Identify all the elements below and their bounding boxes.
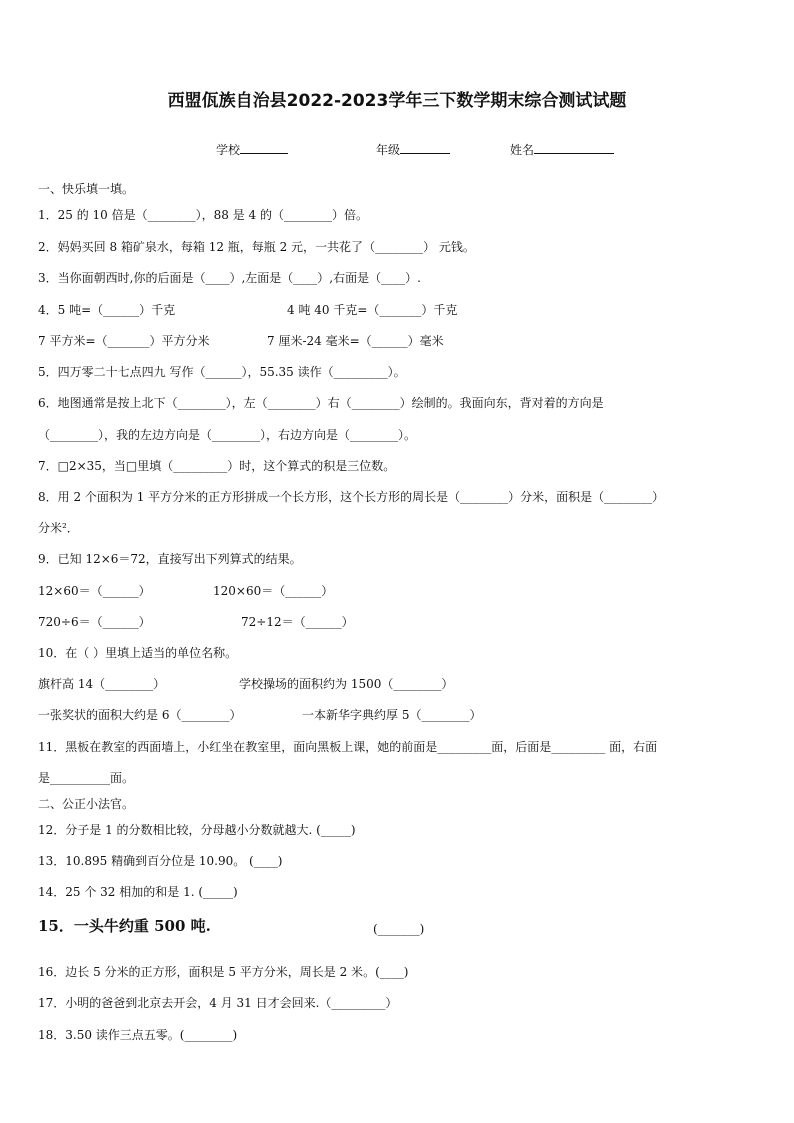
question-10: 10．在（ ）里填上适当的单位名称。 bbox=[38, 646, 238, 660]
question-4b: 4 吨 40 千克=（_______）千克 bbox=[287, 303, 458, 317]
grade-label: 年级 bbox=[376, 143, 401, 157]
question-13: 13．10.895 精确到百分位是 10.90。 (____) bbox=[38, 854, 283, 868]
question-9c: 720÷6＝（______） bbox=[38, 615, 151, 629]
question-10a: 旗杆高 14（________） bbox=[38, 677, 166, 691]
question-4a: 4．5 吨=（______）千克 bbox=[38, 303, 176, 317]
question-7: 7．□2×35，当□里填（_________）时，这个算式的积是三位数。 bbox=[38, 459, 396, 473]
page-title: 西盟佤族自治县2022-2023学年三下数学期末综合测试试题 bbox=[167, 91, 627, 111]
question-9b: 120×60＝（______） bbox=[213, 584, 334, 598]
school-field bbox=[216, 141, 288, 158]
grade-field bbox=[376, 141, 450, 158]
question-6-line1: 6．地图通常是按上北下（________），左（________）右（________）绘制的。我面向东，背对着的方向是 bbox=[38, 396, 604, 410]
question-10c: 一张奖状的面积大约是 6（________） bbox=[38, 708, 242, 722]
question-15: 15．一头牛约重 500 吨. bbox=[38, 917, 211, 935]
question-18: 18．3.50 读作三点五零。(________) bbox=[38, 1028, 238, 1042]
question-9d: 72÷12＝（______） bbox=[241, 615, 354, 629]
question-2: 2．妈妈买回 8 箱矿泉水，每箱 12 瓶，每瓶 2 元，一共花了（________） 元钱。 bbox=[38, 240, 475, 254]
question-11-line1: 11．黑板在教室的西面墙上，小红坐在教室里，面向黑板上课，她的前面是_________面，后面是_________ 面，右面 bbox=[38, 740, 658, 754]
question-10d: 一本新华字典约厚 5（________） bbox=[302, 708, 482, 722]
school-label: 学校 bbox=[216, 143, 241, 157]
question-4c: 7 平方米=（_______）平方分米 bbox=[38, 334, 210, 348]
question-8-line2: 分米²． bbox=[38, 521, 79, 535]
question-8-line1: 8．用 2 个面积为 1 平方分米的正方形拼成一个长方形，这个长方形的周长是（________）分米，面积是（________） bbox=[38, 490, 665, 504]
question-6-line2: （________），我的左边方向是（________），右边方向是（________）。 bbox=[38, 428, 417, 442]
school-blank[interactable] bbox=[240, 141, 288, 154]
question-17: 17．小明的爸爸到北京去开会，4 月 31 日才会回来.（_________） bbox=[38, 996, 398, 1010]
section-2-heading: 二、公正小法官。 bbox=[38, 797, 135, 811]
question-9: 9．已知 12×6＝72，直接写出下列算式的结果。 bbox=[38, 552, 302, 566]
question-1: 1．25 的 10 倍是（________），88 是 4 的（________）倍。 bbox=[38, 208, 368, 222]
question-16: 16．边长 5 分米的正方形，面积是 5 平方分米，周长是 2 米。(____) bbox=[38, 965, 409, 979]
question-11-line2: 是__________面。 bbox=[38, 771, 135, 785]
question-3: 3．当你面朝西时,你的后面是（____）,左面是（____）,右面是（____）. bbox=[38, 271, 421, 285]
question-12: 12．分子是 1 的分数相比较，分母越小分数就越大. (_____) bbox=[38, 823, 356, 837]
question-4d: 7 厘米-24 毫米=（______）毫米 bbox=[267, 334, 444, 348]
question-9a: 12×60＝（______） bbox=[38, 584, 151, 598]
question-15-answer: (_______) bbox=[373, 922, 425, 936]
question-5: 5．四万零二十七点四九 写作（______），55.35 读作（_________）。 bbox=[38, 365, 406, 379]
name-blank[interactable] bbox=[534, 141, 614, 154]
name-label: 姓名 bbox=[510, 143, 535, 157]
name-field bbox=[510, 141, 614, 158]
section-1-heading: 一、快乐填一填。 bbox=[38, 182, 135, 196]
question-14: 14．25 个 32 相加的和是 1. (_____) bbox=[38, 885, 238, 899]
grade-blank[interactable] bbox=[400, 141, 450, 154]
question-10b: 学校操场的面积约为 1500（________） bbox=[239, 677, 454, 691]
